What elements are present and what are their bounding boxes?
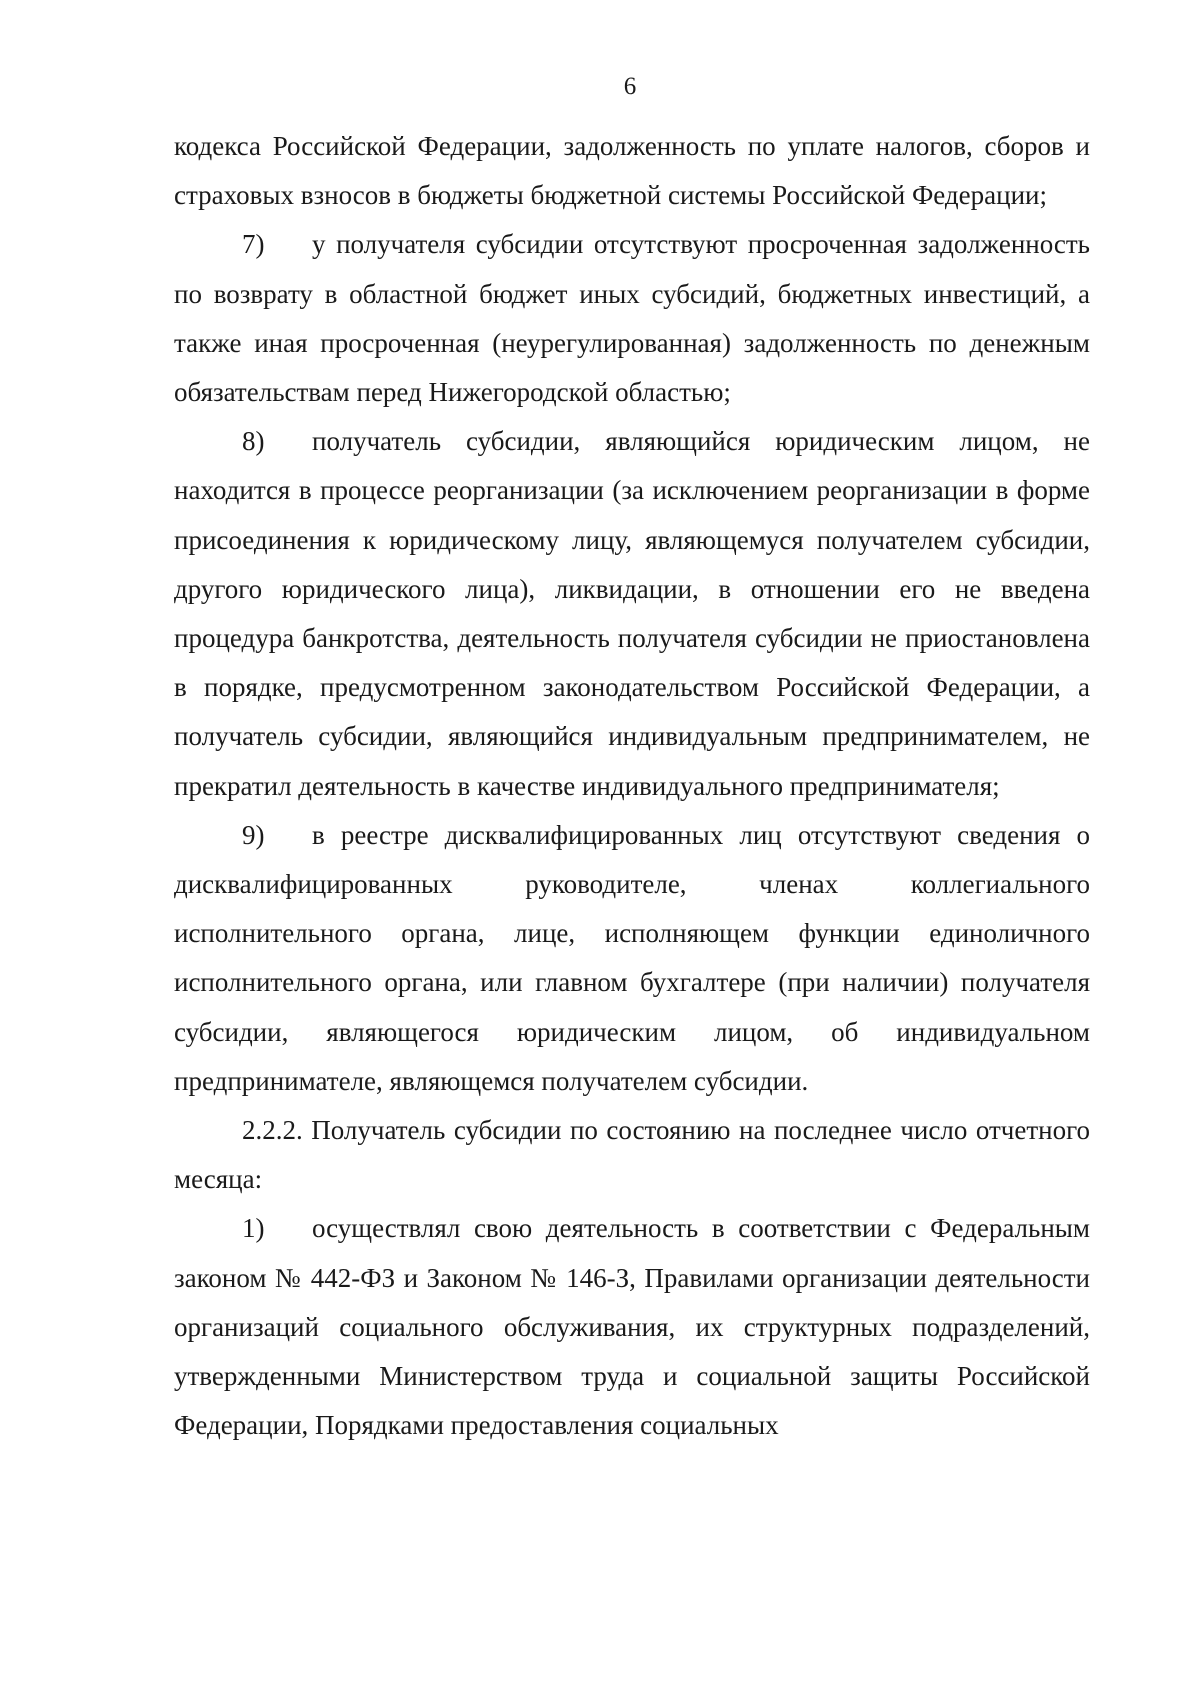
list-item-text: у получателя субсидии отсутствуют просроченная задолженность по возврату в областной бюджет иных субсидий, бюджетных инвестиций, а также иная просроченная (неурегулированная) задолженность по денежным обязательствам перед Нижегородской областью;: [174, 229, 1090, 408]
paragraph-text: кодекса Российской Федерации, задолженность по уплате налогов, сборов и страховых взносов в бюджеты бюджетной системы Российской Федерации;: [174, 131, 1090, 211]
list-item-9: [174, 811, 1090, 1106]
paragraph-continuation: [174, 122, 1090, 220]
paragraph-text: 2.2.2. Получатель субсидии по состоянию на последнее число отчетного месяца:: [174, 1115, 1090, 1195]
list-item-number: 7): [242, 229, 265, 260]
list-item-number: 1): [242, 1213, 265, 1244]
page-number: 6: [623, 73, 637, 100]
document-body: [174, 122, 1090, 1450]
list-item-number: 9): [242, 819, 265, 850]
section-2-2-2: [174, 1106, 1090, 1204]
list-item-1: [174, 1204, 1090, 1450]
list-item-7: [174, 220, 1090, 417]
list-item-text: в реестре дисквалифицированных лиц отсутствуют сведения о дисквалифицированных руководителе, членах коллегиального исполнительного органа, лице, исполняющем функции единоличного исполнительного органа, или главном бухгалтере (при наличии) получателя субсидии, являющегося юридическим лицом, об индивидуальном предпринимателе, являющемся получателем субсидии.: [174, 819, 1090, 1096]
list-item-text: осуществлял свою деятельность в соответствии с Федеральным законом № 442-ФЗ и Законом № 146-З, Правилами организации деятельности организаций социального обслуживания, их структурных подразделений, утвержденными Министерством труда и социальной защиты Российской Федерации, Порядками предоставления социальных: [174, 1213, 1090, 1441]
list-item-text: получатель субсидии, являющийся юридическим лицом, не находится в процессе реорганизации (за исключением реорганизации в форме присоединения к юридическому лицу, являющемуся получателем субсидии, другого юридического лица), ликвидации, в отношении его не введена процедура банкротства, деятельность получателя субсидии не приостановлена в порядке, предусмотренном законодательством Российской Федерации, а получатель субсидии, являющийся индивидуальным предпринимателем, не прекратил деятельность в качестве индивидуального предпринимателя;: [174, 426, 1090, 801]
list-item-number: 8): [242, 426, 265, 457]
list-item-8: [174, 417, 1090, 811]
